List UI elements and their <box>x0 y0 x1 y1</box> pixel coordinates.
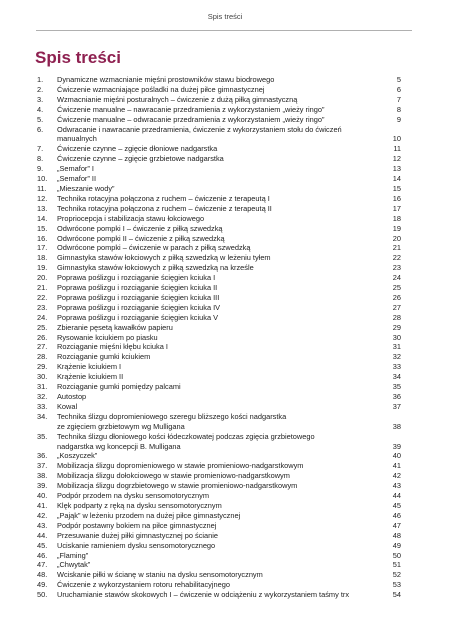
toc-entry-number: 10. <box>37 174 48 184</box>
toc-entry[interactable] <box>37 164 401 174</box>
toc-entry-title-line: Krążenie kciukiem I <box>57 362 122 372</box>
toc-entry-number: 13. <box>37 203 48 213</box>
toc-entry-page: 45 <box>392 500 401 510</box>
toc-entry[interactable] <box>37 125 401 145</box>
toc-entry-title-line: Poprawa poślizgu i rozciąganie ścięgien kciuka II <box>57 283 218 293</box>
toc-entry-number: 40. <box>37 491 48 501</box>
toc-entry-number: 44. <box>37 530 48 540</box>
toc-entry-number: 28. <box>37 352 48 362</box>
toc-entry-title <box>57 382 385 392</box>
toc-entry-title-line: Propriocepcja i stabilizacja stawu łokciowego <box>57 213 205 223</box>
toc-entry-title-line: Przesuwanie dużej piłki gimnastycznej po ścianie <box>57 530 219 540</box>
toc-entry[interactable] <box>37 352 401 362</box>
toc-entry-number: 39. <box>37 481 48 491</box>
toc-entry[interactable] <box>37 481 401 491</box>
toc-entry-title-line: Poprawa poślizgu i rozciąganie ścięgien kciuka I <box>57 273 216 283</box>
toc-entry[interactable] <box>37 273 401 283</box>
toc-entry-title-line: „Flaming” <box>57 550 89 560</box>
toc-entry-number: 21. <box>37 283 48 293</box>
toc-entry-number: 6. <box>37 124 44 134</box>
toc-entry-page: 12 <box>392 154 401 164</box>
toc-entry-title-line: Gimnastyka stawów łokciowych z piłką szwedzką na krześle <box>57 263 254 273</box>
toc-entry[interactable] <box>37 144 401 154</box>
toc-entry-title-line: Ćwiczenie manualne – odwracanie przedramienia z wykorzystaniem „wieży ringo” <box>57 114 325 124</box>
toc-entry-page: 52 <box>392 570 401 580</box>
toc-entry[interactable] <box>37 75 401 85</box>
toc-entry-title <box>57 174 385 184</box>
toc-entry[interactable] <box>37 253 401 263</box>
toc-entry[interactable] <box>37 204 401 214</box>
toc-entry-title-line: Kowal <box>57 401 78 411</box>
toc-entry-title <box>57 570 385 580</box>
toc-entry-number: 49. <box>37 580 48 590</box>
toc-entry-title-line: Poprawa poślizgu i rozciąganie ścięgien kciuka III <box>57 292 220 302</box>
toc-entry-title <box>57 461 385 471</box>
toc-entry-title <box>57 154 385 164</box>
toc-entry-number: 30. <box>37 372 48 382</box>
toc-entry-page: 37 <box>392 401 401 411</box>
toc-entry-title-line: Klęk podparty z ręką na dysku sensomotorycznym <box>57 500 222 510</box>
toc-entry-page: 6 <box>396 84 401 94</box>
toc-entry-page: 39 <box>392 441 401 451</box>
toc-entry-title <box>57 412 385 432</box>
toc-entry-number: 47. <box>37 560 48 570</box>
toc-entry-title-line: Odwrócone pompki – ćwiczenie w parach z piłką szwedzką <box>57 243 251 253</box>
toc-entry-title <box>57 253 385 263</box>
toc-list <box>37 75 401 600</box>
toc-entry-page: 23 <box>392 263 401 273</box>
page-title: Spis treści <box>35 48 121 67</box>
toc-entry[interactable] <box>37 501 401 511</box>
toc-entry-title-line: „Koszyczek” <box>57 451 98 461</box>
toc-entry-title <box>57 362 385 372</box>
toc-entry-number: 25. <box>37 322 48 332</box>
toc-entry[interactable] <box>37 85 401 95</box>
toc-entry-title <box>57 432 385 452</box>
toc-entry-number: 16. <box>37 233 48 243</box>
toc-entry-number: 37. <box>37 461 48 471</box>
toc-entry[interactable] <box>37 303 401 313</box>
toc-entry-page: 14 <box>392 174 401 184</box>
toc-entry-title <box>57 115 385 125</box>
toc-entry-title <box>57 481 385 491</box>
toc-entry-number: 46. <box>37 550 48 560</box>
toc-entry-page: 15 <box>392 183 401 193</box>
toc-entry-number: 3. <box>37 94 44 104</box>
toc-entry-page: 8 <box>396 104 401 114</box>
toc-entry-title <box>57 372 385 382</box>
toc-entry-page: 53 <box>392 580 401 590</box>
toc-entry-page: 41 <box>392 461 401 471</box>
toc-entry-title <box>57 590 385 600</box>
toc-entry-page: 51 <box>392 560 401 570</box>
toc-entry-title <box>57 144 385 154</box>
toc-entry-title <box>57 303 385 313</box>
toc-entry[interactable] <box>37 541 401 551</box>
toc-entry-title <box>57 214 385 224</box>
toc-entry[interactable] <box>37 342 401 352</box>
toc-entry-page: 42 <box>392 471 401 481</box>
toc-entry-title <box>57 224 385 234</box>
toc-entry[interactable] <box>37 451 401 461</box>
toc-entry-title-line: Krążenie kciukiem II <box>57 372 124 382</box>
toc-entry[interactable] <box>37 392 401 402</box>
toc-entry-page: 22 <box>392 253 401 263</box>
toc-entry-title-line: Dynamiczne wzmacnianie mięśni prostowników stawu biodrowego <box>57 75 275 84</box>
toc-entry[interactable] <box>37 115 401 125</box>
toc-entry-number: 24. <box>37 312 48 322</box>
toc-entry-title <box>57 263 385 273</box>
toc-entry-number: 4. <box>37 104 44 114</box>
toc-entry-number: 1. <box>37 75 44 84</box>
toc-entry-title-line: „Semafor” II <box>57 174 97 184</box>
toc-entry[interactable] <box>37 194 401 204</box>
toc-entry-page: 13 <box>392 164 401 174</box>
toc-entry-page: 10 <box>392 134 401 144</box>
toc-entry-page: 19 <box>392 223 401 233</box>
toc-entry-page: 36 <box>392 392 401 401</box>
toc-entry-title <box>57 342 385 352</box>
toc-entry-page: 43 <box>392 481 401 491</box>
toc-entry-title <box>57 392 385 402</box>
toc-entry-title <box>57 283 385 293</box>
toc-entry-page: 49 <box>392 540 401 550</box>
toc-entry-title-line: Technika ślizgu dopromieniowego szeregu bliższego kości nadgarstka <box>57 411 287 421</box>
toc-entry-number: 31. <box>37 382 48 392</box>
toc-entry-number: 23. <box>37 302 48 312</box>
toc-entry-title <box>57 204 385 214</box>
toc-entry-title-line: ze zgięciem grzbietowym wg Mulligana <box>57 421 185 431</box>
toc-entry[interactable] <box>37 580 401 590</box>
toc-entry-title <box>57 105 385 115</box>
toc-entry-title-line: „Semafor” I <box>57 164 94 174</box>
toc-entry-number: 19. <box>37 263 48 273</box>
toc-entry[interactable] <box>37 531 401 541</box>
toc-entry-page: 40 <box>392 451 401 461</box>
toc-entry-title-line: Wzmacnianie mięśni posturalnych – ćwiczenie z dużą piłką gimnastyczną <box>57 94 298 104</box>
toc-entry-title-line: Ćwiczenie wzmacniające pośladki na dużej piłce gimnastycznej <box>57 84 265 94</box>
toc-entry-title-line: „Chwytak” <box>57 560 91 570</box>
header-rule <box>36 30 412 31</box>
toc-entry[interactable] <box>37 224 401 234</box>
toc-entry-number: 32. <box>37 392 48 401</box>
toc-entry-page: 11 <box>393 144 401 154</box>
toc-entry[interactable] <box>37 491 401 501</box>
toc-entry-title-line: Ćwiczenie z wykorzystaniem rotoru rehabilitacyjnego <box>57 580 230 590</box>
toc-entry[interactable] <box>37 263 401 273</box>
toc-entry-title-line: Odwrócone pompki II – ćwiczenie z piłką szwedzką <box>57 233 225 243</box>
toc-entry-number: 42. <box>37 510 48 520</box>
toc-entry-title <box>57 471 385 481</box>
toc-entry[interactable] <box>37 234 401 244</box>
toc-entry-page: 28 <box>392 312 401 322</box>
toc-entry-title <box>57 541 385 551</box>
toc-entry[interactable] <box>37 372 401 382</box>
toc-entry-number: 36. <box>37 451 48 461</box>
toc-entry-title-line: Rysowanie kciukiem po piasku <box>57 332 158 342</box>
toc-entry-title <box>57 313 385 323</box>
running-header: Spis treści <box>207 12 243 21</box>
toc-entry-title <box>57 293 385 303</box>
toc-entry[interactable] <box>37 362 401 372</box>
toc-entry-page: 27 <box>392 302 401 312</box>
toc-entry-number: 18. <box>37 253 48 263</box>
toc-entry-title-line: Ćwiczenie manualne – nawracanie przedramienia z wykorzystaniem „wieży ringo” <box>57 104 325 114</box>
toc-entry-page: 20 <box>392 233 401 243</box>
toc-entry-title-line: Uciskanie ramieniem dysku sensomotorycznego <box>57 540 216 550</box>
toc-entry-page: 54 <box>392 590 401 600</box>
toc-entry-title <box>57 194 385 204</box>
toc-entry[interactable] <box>37 184 401 194</box>
toc-entry-number: 48. <box>37 570 48 580</box>
toc-entry[interactable] <box>37 461 401 471</box>
toc-entry-number: 2. <box>37 84 44 94</box>
toc-entry-page: 29 <box>392 322 401 332</box>
toc-entry-page: 32 <box>392 352 401 362</box>
toc-entry-number: 14. <box>37 213 48 223</box>
toc-entry-title-line: Technika rotacyjna połączona z ruchem – ćwiczenie z terapeutą II <box>57 203 272 213</box>
toc-entry-title-line: nadgarstka wg koncepcji B. Mulligana <box>57 441 181 451</box>
toc-entry-title <box>57 551 385 561</box>
toc-entry-title-line: Technika rotacyjna połączona z ruchem – ćwiczenie z terapeutą I <box>57 193 270 203</box>
toc-entry-title <box>57 491 385 501</box>
toc-entry-title <box>57 402 385 412</box>
toc-entry[interactable] <box>37 551 401 561</box>
toc-entry-number: 34. <box>37 411 48 421</box>
toc-entry-title-line: „Mieszanie wody” <box>57 183 115 193</box>
toc-entry-number: 8. <box>37 154 44 164</box>
toc-entry-title-line: Odwracanie i nawracanie przedramienia, ćwiczenie z wykorzystaniem stołu do ćwiczeń <box>57 124 342 134</box>
toc-entry[interactable] <box>37 382 401 392</box>
toc-entry-title <box>57 511 385 521</box>
toc-entry-number: 33. <box>37 401 48 411</box>
toc-entry[interactable] <box>37 590 401 600</box>
toc-entry-title-line: Mobilizacja ślizgu dogrzbietowego w stawie promieniowo-nadgarstkowym <box>57 481 298 491</box>
toc-entry-title-line: Wciskanie piłki w ścianę w staniu na dysku sensomotorycznym <box>57 570 263 580</box>
toc-entry-page: 50 <box>392 550 401 560</box>
toc-entry-page: 9 <box>396 114 401 124</box>
toc-entry-title <box>57 75 385 85</box>
toc-entry-title <box>57 531 385 541</box>
toc-entry-page: 44 <box>392 491 401 501</box>
toc-entry-page: 21 <box>392 243 401 253</box>
toc-entry-title-line: Rozciąganie gumki pomiędzy palcami <box>57 382 181 392</box>
toc-entry-title-line: Podpór przodem na dysku sensomotorycznym <box>57 491 209 501</box>
toc-entry[interactable] <box>37 293 401 303</box>
toc-entry-title-line: Mobilizacja ślizgu dołokciowego w stawie promieniowo-nadgarstkowym <box>57 471 290 481</box>
toc-entry-page: 46 <box>392 510 401 520</box>
toc-entry-title-line: Poprawa poślizgu i rozciąganie ścięgien kciuka IV <box>57 302 221 312</box>
toc-entry-title-line: manualnych <box>57 134 97 144</box>
toc-entry-page: 35 <box>392 382 401 392</box>
toc-entry-page: 34 <box>392 372 401 382</box>
toc-entry[interactable] <box>37 283 401 293</box>
toc-entry-page: 47 <box>392 520 401 530</box>
toc-entry-title-line: Rozciąganie gumki kciukiem <box>57 352 151 362</box>
toc-entry-number: 43. <box>37 520 48 530</box>
toc-entry[interactable] <box>37 412 401 432</box>
toc-entry-title-line: Odwrócone pompki I – ćwiczenie z piłką szwedzką <box>57 223 223 233</box>
toc-entry-number: 17. <box>37 243 48 253</box>
toc-entry[interactable] <box>37 154 401 164</box>
toc-entry-title <box>57 580 385 590</box>
toc-entry-title <box>57 521 385 531</box>
toc-entry[interactable] <box>37 95 401 105</box>
toc-entry-number: 11. <box>37 183 47 193</box>
toc-entry-page: 30 <box>392 332 401 342</box>
toc-entry-title <box>57 243 385 253</box>
toc-entry[interactable] <box>37 323 401 333</box>
toc-entry-title <box>57 560 385 570</box>
toc-entry-title-line: Autostop <box>57 392 87 401</box>
toc-entry-title-line: Podpór postawny bokiem na piłce gimnastycznej <box>57 520 217 530</box>
toc-entry-title-line: Gimnastyka stawów łokciowych z piłką szwedzką w leżeniu tyłem <box>57 253 271 263</box>
toc-entry-page: 33 <box>392 362 401 372</box>
toc-entry-page: 5 <box>396 75 401 84</box>
toc-entry-title <box>57 323 385 333</box>
toc-entry-number: 9. <box>37 164 44 174</box>
toc-entry[interactable] <box>37 521 401 531</box>
toc-entry-title-line: Uruchamianie stawów skokowych I – ćwiczenie w odciążeniu z wykorzystaniem taśmy trx <box>57 590 350 600</box>
toc-entry-title <box>57 333 385 343</box>
toc-entry[interactable] <box>37 471 401 481</box>
toc-entry-number: 41. <box>37 500 48 510</box>
toc-entry-page: 18 <box>392 213 401 223</box>
toc-entry-page: 25 <box>392 283 401 293</box>
toc-entry-number: 26. <box>37 332 48 342</box>
toc-entry-page: 48 <box>392 530 401 540</box>
toc-entry-title-line: Rozciąganie mięśni kłębu kciuka I <box>57 342 168 352</box>
toc-entry-page: 17 <box>392 203 401 213</box>
toc-entry[interactable] <box>37 511 401 521</box>
toc-entry-number: 27. <box>37 342 48 352</box>
toc-entry-number: 12. <box>37 193 48 203</box>
toc-entry-page: 7 <box>396 94 401 104</box>
toc-entry-page: 26 <box>392 292 401 302</box>
toc-entry-number: 38. <box>37 471 48 481</box>
toc-entry-number: 35. <box>37 431 48 441</box>
toc-entry[interactable] <box>37 174 401 184</box>
toc-entry-page: 24 <box>392 273 401 283</box>
toc-entry[interactable] <box>37 432 401 452</box>
toc-entry[interactable] <box>37 313 401 323</box>
toc-entry-title-line: Technika ślizgu dłoniowego kości łódeczkowatej podczas zgięcia grzbietowego <box>57 431 315 441</box>
toc-entry-title-line: Zbieranie pęsetą kawałków papieru <box>57 322 173 332</box>
toc-entry-page: 31 <box>392 342 401 352</box>
toc-entry-title-line: Ćwiczenie czynne – zgięcie grzbietowe nadgarstka <box>57 154 224 164</box>
toc-entry-title <box>57 95 385 105</box>
toc-entry[interactable] <box>37 560 401 570</box>
toc-entry-title <box>57 501 385 511</box>
toc-entry-number: 7. <box>37 144 44 154</box>
toc-entry-title-line: Poprawa poślizgu i rozciąganie ścięgien kciuka V <box>57 312 219 322</box>
toc-entry-number: 5. <box>37 114 44 124</box>
toc-entry[interactable] <box>37 214 401 224</box>
toc-entry-page: 16 <box>392 193 401 203</box>
toc-entry-page: 38 <box>392 421 401 431</box>
toc-entry-title <box>57 184 385 194</box>
toc-entry-title-line: Ćwiczenie czynne – zgięcie dłoniowe nadgarstka <box>57 144 218 154</box>
toc-entry-number: 29. <box>37 362 48 372</box>
toc-entry-title-line: Mobilizacja ślizgu dopromieniowego w stawie promieniowo-nadgarstkowym <box>57 461 304 471</box>
toc-entry[interactable] <box>37 243 401 253</box>
toc-entry[interactable] <box>37 402 401 412</box>
toc-entry-title <box>57 125 385 145</box>
toc-entry-number: 50. <box>37 590 48 600</box>
toc-entry-number: 20. <box>37 273 48 283</box>
toc-entry-title <box>57 352 385 362</box>
toc-entry-title <box>57 164 385 174</box>
toc-entry-number: 22. <box>37 292 48 302</box>
toc-entry-number: 15. <box>37 223 48 233</box>
toc-entry-number: 45. <box>37 540 48 550</box>
toc-entry[interactable] <box>37 570 401 580</box>
toc-entry-title-line: „Pająk” w leżeniu przodem na dużej piłce gimnastycznej <box>57 510 241 520</box>
toc-entry-title <box>57 451 385 461</box>
toc-entry[interactable] <box>37 333 401 343</box>
toc-entry-title <box>57 234 385 244</box>
toc-entry[interactable] <box>37 105 401 115</box>
toc-entry-title <box>57 273 385 283</box>
toc-entry-title <box>57 85 385 95</box>
